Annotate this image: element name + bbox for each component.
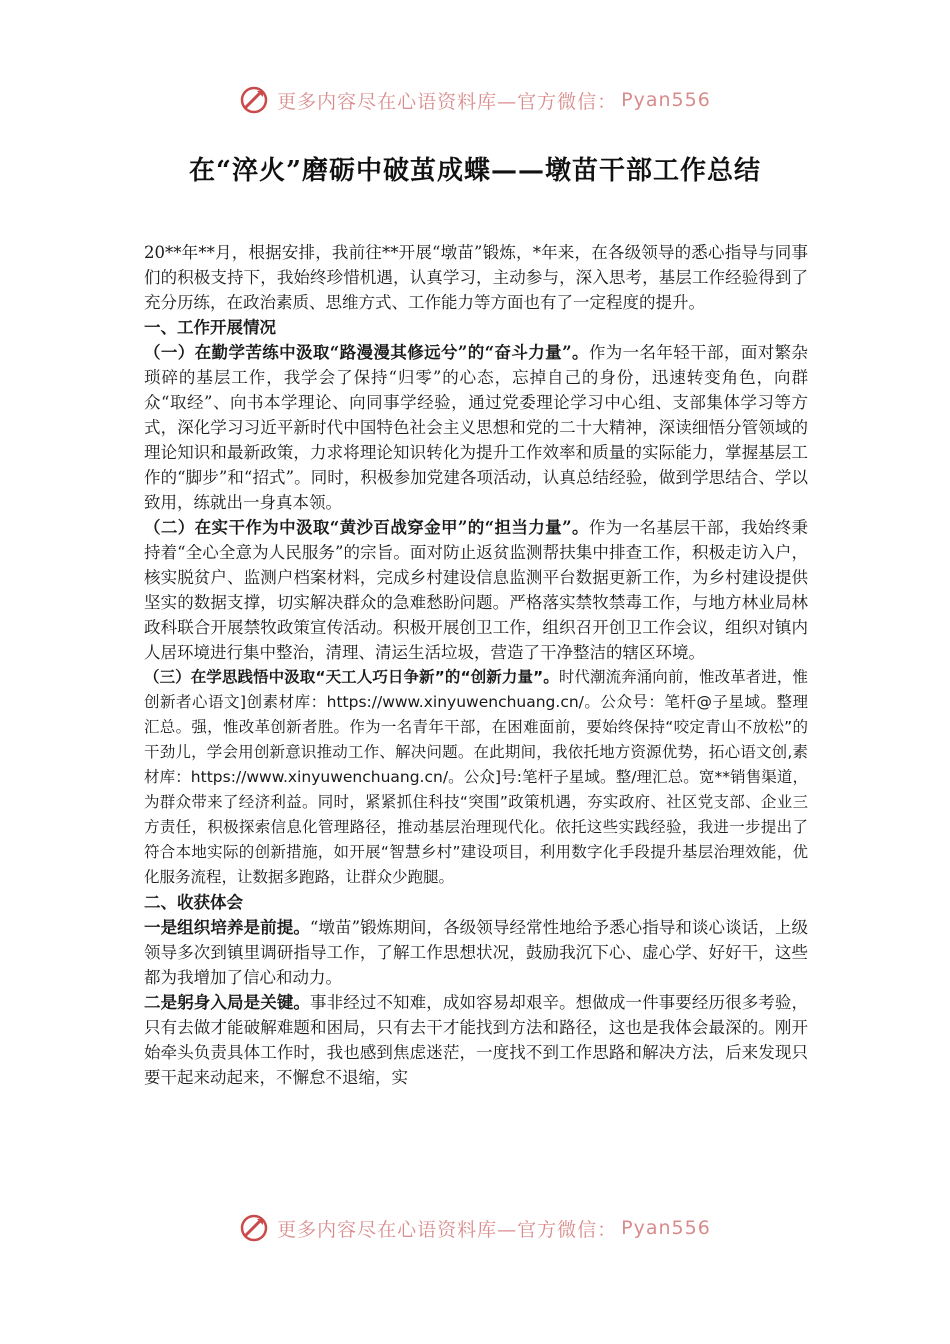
paragraph-body: 事非经过不知难，成如容易却艰辛。想做成一件事要经历很多考验，只有去做才能破解难题和困局，只有去干才能找到方法和路径，这也是我体会最深的。刚开始牵头负责具体工作时，我也感到焦虑迷茫，一度找不到工作思路和解决方法，后来发现只要干起来动起来，不懈怠不退缩，实 bbox=[144, 993, 809, 1087]
paragraph-body: 作为一名基层干部，我始终秉持着“全心全意为人民服务”的宗旨。面对防止返贫监测帮扶集中排查工作，积极走访入户，核实脱贫户、监测户档案材料，完成乡村建设信息监测平台数据更新工作，为乡村建设提供坚实的数据支撑，切实解决群众的急难愁盼问题。严格落实禁牧禁毒工作，与地方林业局林政科联合开展禁牧政策宣传活动。积极开展创卫工作，组织召开创卫工作会议，组织对镇内人居环境进行集中整治，清理、清运生活垃圾，营造了干净整洁的辖区环境。 bbox=[144, 518, 809, 662]
paragraph-lead: （二）在实干作为中汲取“黄沙百战穿金甲”的“担当力量”。 bbox=[144, 518, 589, 537]
section-heading-gains: 二、收获体会 bbox=[144, 893, 243, 912]
brand-logo-icon bbox=[239, 1213, 269, 1243]
paragraph-organization bbox=[144, 915, 808, 990]
watermark-wechat-id: Pyan556 bbox=[621, 1217, 711, 1239]
paragraph-body: “墩苗”锻炼期间，各级领导经常性地给予悉心指导和谈心谈话，上级领导多次到镇里调研指导工作，了解工作思想状况，鼓励我沉下心、虚心学、好好干，这些都为我增加了信心和动力。 bbox=[144, 918, 808, 987]
paragraph-lead: （一）在勤学苦练中汲取“路漫漫其修远兮”的“奋斗力量”。 bbox=[144, 343, 589, 362]
watermark-header bbox=[0, 78, 950, 122]
section-heading-work: 一、工作开展情况 bbox=[144, 318, 276, 337]
paragraph-innovation bbox=[144, 665, 808, 890]
paragraph-struggle bbox=[144, 340, 808, 515]
intro-paragraph: 20**年**月，根据安排，我前往**开展“墩苗”锻炼，*年来，在各级领导的悉心指导与同事们的积极支持下，我始终珍惜机遇，认真学习，主动参与，深入思考，基层工作经验得到了充分历练，在政治素质、思维方式、工作能力等方面也有了一定程度的提升。 bbox=[144, 243, 808, 312]
watermark-footer bbox=[0, 1206, 950, 1250]
watermark-text: 更多内容尽在心语资料库—官方微信： bbox=[277, 1218, 618, 1241]
paragraph-lead: （三）在学思践悟中汲取“天工人巧日争新”的“创新力量”。 bbox=[144, 668, 559, 686]
paragraph-lead: 二是躬身入局是关键。 bbox=[144, 993, 311, 1012]
watermark-text: 更多内容尽在心语资料库—官方微信： bbox=[277, 90, 618, 113]
paragraph-body: 作为一名年轻干部，面对繁杂琐碎的基层工作，我学会了保持“归零”的心态，忘掉自己的身份，迅速转变角色，向群众“取经”、向书本学理论、向同事学经验，通过党委理论学习中心组、支部集体学习等方式，深化学习习近平新时代中国特色社会主义思想和党的二十大精神，深读细悟分管领域的理论知识和最新政策，力求将理论知识转化为提升工作效率和质量的实际能力，掌握基层工作的“脚步”和“招式”。同时，积极参加党建各项活动，认真总结经验，做到学思结合、学以致用，练就出一身真本领。 bbox=[144, 343, 809, 512]
paragraph-lead: 一是组织培养是前提。 bbox=[144, 918, 310, 937]
document-title: 在“淬火”磨砺中破茧成蝶——墩苗干部工作总结 bbox=[189, 156, 761, 186]
paragraph-responsibility bbox=[144, 515, 808, 665]
paragraph-engagement bbox=[144, 990, 808, 1090]
paragraph-body: 时代潮流奔涌向前，惟改革者进，惟创新者心语文]创素材库：https://www.xinyuwenchuang.cn/。公众号：笔杆@子星域。整理汇总。强，惟改革创新者胜。作为一名青年干部，在困难面前，要始终保持“咬定青山不放松”的干劲儿，学会用创新意识推动工作、解决问题。在此期间，我依托地方资源优势，拓心语文创,素材库：https://www.xinyuwenchuang.cn/。公众]号:笔杆子星域。整/理汇总。宽**销售渠道，为群众带来了经济利益。同时，紧紧抓住科技“突围”政策机遇，夯实政府、社区党支部、企业三方责任，积极探索信息化管理路径，推动基层治理现代化。依托这些实践经验，我进一步提出了符合本地实际的创新措施，如开展“智慧乡村”建设项目，利用数字化手段提升基层治理效能，优化服务流程，让数据多跑路，让群众少跑腿。 bbox=[144, 668, 808, 886]
brand-logo-icon bbox=[239, 85, 269, 115]
watermark-wechat-id: Pyan556 bbox=[621, 89, 711, 111]
document-body bbox=[144, 240, 808, 1090]
